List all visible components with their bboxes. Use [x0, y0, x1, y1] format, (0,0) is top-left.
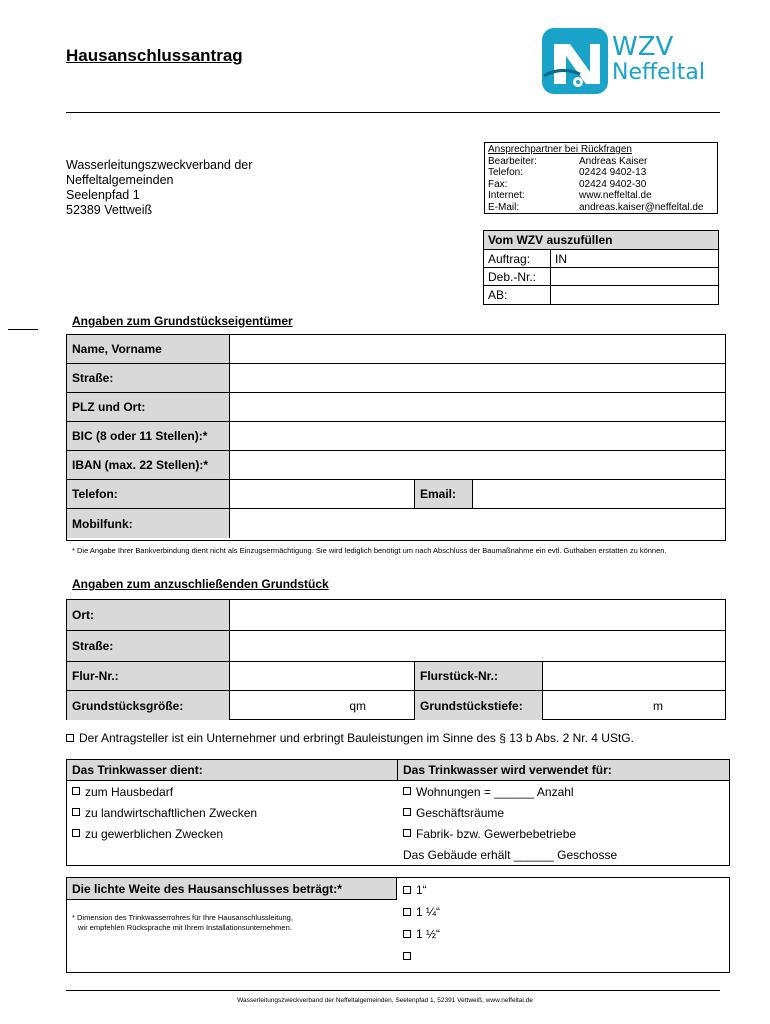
checkbox[interactable]: [403, 886, 411, 894]
owner-plz-field[interactable]: [230, 393, 725, 421]
pipe-width-note: [72, 913, 392, 933]
phone-field[interactable]: [230, 480, 415, 508]
iban-field[interactable]: [230, 451, 725, 479]
margin-mark: [8, 329, 38, 330]
pipe-width-table: [66, 877, 730, 973]
address-line: 52389 Vettweiß: [66, 203, 153, 217]
logo-neffeltal-text: Neffeltal: [612, 60, 706, 85]
entrepreneur-text: Der Antragsteller ist ein Unternehmer und erbringt Bauleistungen im Sinne des § 13 b Abs. 2 Nr. 4 UStG.: [79, 731, 634, 745]
footer-divider: [66, 990, 720, 991]
wzv-logo: [540, 26, 715, 98]
checkbox[interactable]: [72, 829, 80, 837]
purpose-label: zum Hausbedarf: [85, 784, 174, 799]
usage-factory[interactable]: [398, 823, 729, 844]
wzv-box-heading: Vom WZV auszufüllen: [484, 231, 718, 250]
usage-label: Fabrik- bzw. Gewerbebetriebe: [416, 826, 577, 841]
contact-key: E-Mail:: [488, 201, 520, 213]
logo-wzv-text: WZV: [612, 32, 674, 62]
usage-apartments[interactable]: [398, 781, 729, 802]
checkbox[interactable]: [403, 952, 411, 960]
note-line: wir empfehlen Rücksprache mit Ihrem Installationsunternehmen.: [78, 923, 292, 932]
address-line: Neffeltalgemeinden: [66, 173, 174, 187]
usage-label: Wohnungen = ______ Anzahl: [416, 784, 574, 799]
debtor-number-field[interactable]: [551, 268, 555, 285]
contact-value: 02424 9402-30: [579, 178, 647, 190]
iban-label: IBAN (max. 22 Stellen):*: [67, 451, 230, 479]
owner-street-label: Straße:: [67, 364, 230, 392]
water-purpose-heading: Das Trinkwasser dient:: [67, 760, 398, 781]
flur-label: Flur-Nr.:: [67, 662, 230, 690]
contact-value: www.neffeltal.de: [579, 190, 652, 201]
property-street-label: Straße:: [67, 631, 230, 661]
option-label: 1“: [416, 883, 427, 897]
contact-value: Andreas Kaiser: [579, 155, 648, 167]
ort-label: Ort:: [67, 600, 230, 630]
owner-plz-label: PLZ und Ort:: [67, 393, 230, 421]
wzv-label: Auftrag:: [484, 250, 551, 267]
note-line: * Dimension des Trinkwasserrohres für Ihre Hausanschlussleitung,: [72, 913, 293, 922]
width-option-1-1-2[interactable]: [403, 927, 440, 941]
property-table: [66, 599, 726, 720]
recipient-address: [66, 158, 252, 218]
address-line: Wasserleitungszweckverband der: [66, 158, 253, 172]
phone-label: Telefon:: [67, 480, 230, 508]
contact-box: [484, 142, 718, 214]
checkbox[interactable]: [403, 829, 411, 837]
purpose-commercial[interactable]: [67, 823, 398, 844]
wzv-office-box: [483, 230, 719, 305]
footer-text: Wasserleitungszweckverband der Neffeltalgemeinden, Seelenpfad 1, 52391 Vettweiß, www.neffeltal.de: [237, 997, 533, 1004]
width-option-1[interactable]: [403, 883, 427, 897]
header-divider: [66, 112, 720, 113]
order-field[interactable]: IN: [555, 252, 567, 266]
depth-unit: m: [653, 698, 663, 713]
owner-table: [66, 334, 726, 541]
wzv-label: AB:: [484, 286, 551, 304]
owner-street-field[interactable]: [230, 364, 725, 392]
entrepreneur-option[interactable]: [66, 731, 634, 745]
option-label: 1 ½“: [416, 927, 441, 941]
water-usage-heading: Das Trinkwasser wird verwendet für:: [398, 760, 729, 781]
depth-field[interactable]: [543, 691, 725, 720]
option-label: 1 ¼“: [416, 905, 441, 919]
pipe-width-heading: Die lichte Weite des Hausanschlusses beträgt:*: [67, 878, 397, 900]
owner-name-label: Name, Vorname: [67, 335, 230, 363]
water-use-table: [66, 759, 730, 866]
checkbox[interactable]: [403, 787, 411, 795]
empty-cell: [67, 844, 398, 865]
email-label: Email:: [415, 480, 473, 508]
width-option-1-1-4[interactable]: [403, 905, 440, 919]
property-section-heading: Angaben zum anzuschließenden Grundstück: [72, 577, 329, 591]
bic-label: BIC (8 oder 11 Stellen):*: [67, 422, 230, 450]
usage-label: Geschäftsräume: [416, 805, 505, 820]
property-street-field[interactable]: [230, 631, 725, 661]
contact-key: Fax:: [488, 178, 508, 190]
size-unit: qm: [349, 698, 366, 713]
flur-field[interactable]: [230, 662, 415, 690]
purpose-agriculture[interactable]: [67, 802, 398, 823]
checkbox[interactable]: [403, 930, 411, 938]
mobile-label: Mobilfunk:: [67, 509, 230, 538]
ab-field[interactable]: [551, 286, 555, 304]
checkbox[interactable]: [72, 808, 80, 816]
flurstueck-label: Flurstück-Nr.:: [415, 662, 543, 690]
checkbox[interactable]: [66, 734, 74, 742]
page-title: Hausanschlussantrag: [66, 46, 243, 65]
contact-value: 02424 9402-13: [579, 167, 647, 178]
floors-text[interactable]: Das Gebäude erhält ______ Geschosse: [403, 847, 618, 862]
flurstueck-field[interactable]: [543, 662, 725, 690]
checkbox[interactable]: [403, 808, 411, 816]
mobile-field[interactable]: [230, 509, 725, 538]
bic-field[interactable]: [230, 422, 725, 450]
wzv-label: Deb.-Nr.:: [484, 268, 551, 285]
contact-key: Bearbeiter:: [488, 155, 537, 167]
bank-note: * Die Angabe Ihrer Bankverbindung dient nicht als Einzugsermächtigung. Sie wird lediglich benötigt um nach Abschluss der Baumaßnahme ein evtl. Guthaben erstatten zu können.: [72, 546, 667, 555]
contact-key: Telefon:: [488, 167, 524, 178]
address-line: Seelenpfad 1: [66, 188, 140, 202]
depth-label: Grundstückstiefe:: [415, 691, 543, 720]
ort-field[interactable]: [230, 600, 725, 630]
checkbox[interactable]: [403, 908, 411, 916]
contact-key: Internet:: [488, 190, 525, 201]
owner-section-heading: Angaben zum Grundstückseigentümer: [72, 314, 293, 328]
usage-business-rooms[interactable]: [398, 802, 729, 823]
owner-name-field[interactable]: [230, 335, 725, 363]
size-label: Grundstücksgröße:: [67, 691, 230, 720]
checkbox[interactable]: [72, 787, 80, 795]
purpose-label: zu landwirtschaftlichen Zwecken: [85, 805, 258, 820]
width-option-other[interactable]: [403, 949, 416, 963]
size-field[interactable]: [230, 691, 415, 720]
email-field[interactable]: [473, 480, 725, 508]
purpose-household[interactable]: [67, 781, 398, 802]
contact-value: andreas.kaiser@neffeltal.de: [579, 201, 704, 213]
purpose-label: zu gewerblichen Zwecken: [85, 826, 224, 841]
contact-heading: Ansprechpartner bei Rückfragen: [488, 144, 632, 155]
